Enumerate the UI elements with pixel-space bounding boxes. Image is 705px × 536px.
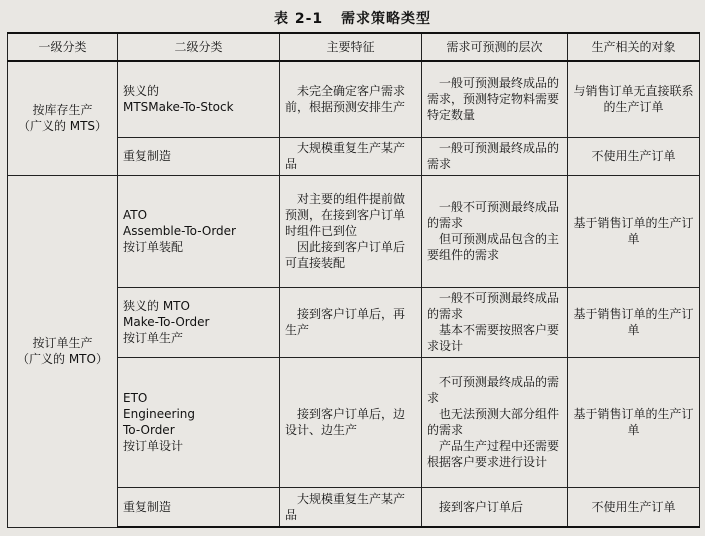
group-label: 按订单生产	[32, 336, 93, 350]
feature-cell	[280, 287, 422, 357]
subcategory-line: 按订单装配	[123, 240, 184, 254]
predict-text: 产品生产过程中还需要根据客户要求进行设计	[427, 439, 560, 469]
subcategory-line: Assemble-To-Order	[123, 224, 236, 238]
feature-cell	[280, 357, 422, 487]
predict-text: 一般不可预测最终成品的需求	[427, 200, 560, 230]
predict-cell	[422, 61, 568, 137]
subcategory-line: Engineering	[123, 407, 195, 421]
feature-text: 因此接到客户订单后可直接装配	[285, 240, 406, 270]
header-cell: 生产相关的对象	[568, 33, 700, 61]
predict-text: 也无法预测大部分组件的需求	[427, 407, 560, 437]
header-cell: 需求可预测的层次	[422, 33, 568, 61]
feature-text: 大规模重复生产某产品	[285, 491, 406, 522]
subcategory-line: MTSMake-To-Stock	[123, 100, 234, 115]
subcategory-cell	[118, 61, 280, 137]
subcategory-cell	[118, 287, 280, 357]
feature-cell	[280, 487, 422, 527]
group-label: 按库存生产	[32, 103, 93, 118]
feature-text: 接到客户订单后，再生产	[285, 307, 406, 337]
predict-cell	[422, 487, 568, 527]
group-label: （广义的 MTO）	[17, 352, 108, 366]
object-cell: 不使用生产订单	[568, 487, 700, 527]
predict-text: 一般可预测最终成品的需求，预测特定物料需要特定数量	[427, 76, 560, 123]
feature-text: 未完全确定客户需求前，根据预测安排生产	[285, 84, 406, 115]
feature-text: 大规模重复生产某产品	[285, 141, 406, 171]
predict-text: 不可预测最终成品的需求	[427, 375, 560, 405]
subcategory-line: Make-To-Order	[123, 315, 210, 329]
predict-text: 基本不需要按照客户要求设计	[427, 323, 560, 353]
table-number: 表 2-1	[273, 11, 324, 27]
predict-text: 一般可预测最终成品的需求	[427, 141, 560, 171]
subcategory-line: 狭义的 MTO	[123, 299, 190, 313]
subcategory-cell	[118, 487, 280, 527]
subcategory-cell	[118, 175, 280, 287]
subcategory-line: ETO	[123, 391, 148, 405]
subcategory-line: 按订单生产	[123, 331, 184, 345]
subcategory-line: 重复制造	[123, 499, 172, 514]
table-title: 需求策略类型	[341, 11, 432, 27]
group-cell	[8, 61, 118, 175]
predict-cell	[422, 137, 568, 175]
header-row	[8, 33, 700, 61]
feature-cell	[280, 175, 422, 287]
subcategory-cell	[118, 357, 280, 487]
feature-text: 接到客户订单后，边设计、边生产	[285, 407, 406, 437]
table-row	[8, 175, 700, 287]
table-row	[8, 61, 700, 137]
demand-strategy-table	[7, 32, 700, 528]
predict-text: 但可预测成品包含的主要组件的需求	[427, 232, 560, 262]
object-cell: 基于销售订单的生产订单	[568, 287, 700, 357]
feature-cell	[280, 137, 422, 175]
predict-cell	[422, 175, 568, 287]
subcategory-cell	[118, 137, 280, 175]
subcategory-line: To-Order	[123, 423, 175, 437]
subcategory-line: 狭义的	[123, 84, 160, 99]
predict-text: 一般不可预测最终成品的需求	[427, 291, 560, 321]
object-cell: 不使用生产订单	[568, 137, 700, 175]
header-cell: 二级分类	[118, 33, 280, 61]
object-cell: 基于销售订单的生产订单	[568, 357, 700, 487]
predict-text: 接到客户订单后	[439, 499, 524, 514]
group-label: （广义的 MTS）	[17, 119, 108, 134]
feature-text: 对主要的组件提前做预测，在接到客户订单时组件已到位	[285, 192, 406, 238]
predict-cell	[422, 287, 568, 357]
predict-cell	[422, 357, 568, 487]
subcategory-line: ATO	[123, 208, 148, 222]
subcategory-line: 重复制造	[123, 149, 172, 163]
header-cell: 一级分类	[8, 33, 118, 61]
object-cell: 与销售订单无直接联系的生产订单	[568, 61, 700, 137]
header-cell: 主要特征	[280, 33, 422, 61]
subcategory-line: 按订单设计	[123, 439, 184, 453]
object-cell: 基于销售订单的生产订单	[568, 175, 700, 287]
table-caption	[0, 8, 705, 28]
group-cell	[8, 175, 118, 527]
feature-cell	[280, 61, 422, 137]
